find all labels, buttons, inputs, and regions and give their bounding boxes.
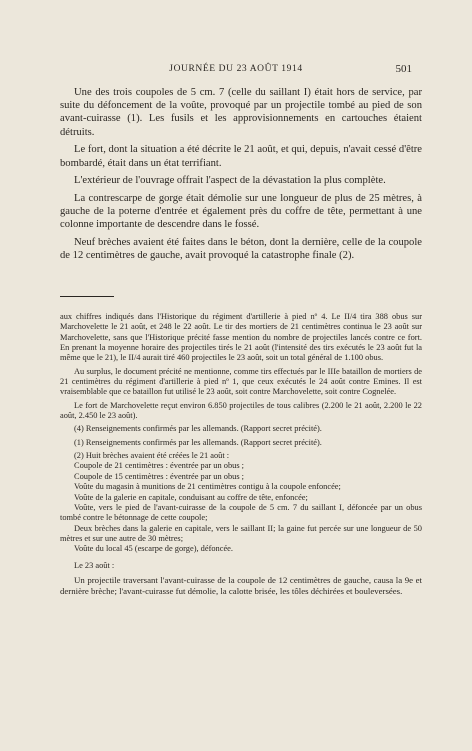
paragraph: Une des trois coupoles de 5 cm. 7 (celle du saillant I) était hors de service, par suite du défoncement de la voûte, provoqué par un projectile tombé au pied de son avant-cuirasse (1). Les fusils et les approvisionnements en cartouches étaient détruits. [60,87,422,138]
footnote-separator [60,296,114,297]
paragraph: Neuf brèches avaient été faites dans le béton, dont la dernière, celle de la coupole de 12 centimètres de gauche, avait provoqué la catastrophe finale (2). [60,237,422,262]
footnote-2-item: Coupole de 15 centimètres : éventrée par un obus ; [74,471,245,481]
footnote-2-item: Deux brèches dans la galerie en capitale, vers le saillant II; la gaine fut percée sur une longueur de 50 mètres et sur une autre de 30 mètres; [60,523,422,543]
footnote-2-item: Voûte de la galerie en capitale, conduisant au coffre de tête, enfoncée; [74,492,308,502]
footnote-4: (4) Renseignements confirmés par les allemands. (Rapport secret précité). [74,424,322,434]
footnotes [60,312,422,601]
footnote-2-item: Voûte, vers le pied de l'avant-cuirasse de la coupole de 5 cm. 7 du saillant I, défoncée par un obus tombé contre le bétonnage de cette coupole; [60,502,422,523]
page-header [0,63,472,79]
paragraph: Le fort, dont la situation a été décrite le 21 août, et qui, depuis, n'avait cessé d'être bombardé, était dans un état terrifiant. [60,144,422,169]
date-label: Le 23 août : [74,560,115,570]
running-title: JOURNÉE DU 23 AOÛT 1914 [169,64,303,74]
paragraph: L'extérieur de l'ouvrage offrait l'aspect de la dévastation la plus complète. [74,175,386,187]
footnote-2-item: Voûte du local 45 (escarpe de gorge), défoncée. [74,544,233,554]
footnote-paragraph: Au surplus, le document précité ne mentionne, comme tirs effectués par le IIIe bataillon de mortiers de 21 centimètres du régiment d'artillerie à pied nº 1, que ceux exécutés le 24 août contre Emines. Il est vraisemblable que ce bataillon fut utilisé le 23 août, soit contre Marchovelette, soit contre Cognelée. [60,366,422,397]
footnote-2-intro: (2) Huit brèches avaient été créées le 21 août : [74,451,230,461]
footnote-1: (1) Renseignements confirmés par les allemands. (Rapport secret précité). [74,437,322,447]
footnote-2-item: Voûte du magasin à munitions de 21 centimètres contigu à la coupole enfoncée; [74,482,341,492]
footnote-continuation: aux chiffres indiqués dans l'Historique du régiment d'artillerie à pied nº 4. Le II/4 tira 388 obus sur Marchovelette le 21 août, et 248 le 22 août. Le tir des mortiers de 21 centimètres continua le 23 août sur Marchovelette, sans que l'Historique précité fasse mention du nombre de projectiles lancés contre ce fort. En prenant la moyenne horaire des projectiles tirés le 21 août (l'intensité des tirs exécutés le 23 août fut la même que le 21), le II/4 aurait tiré 460 projectiles le 23 août, soit un total général de 1.100 obus. [60,312,422,363]
paragraph: La contrescarpe de gorge était démolie sur une longueur de plus de 25 mètres, à gauche de la poterne d'entrée et également près du coffre de tête, permettant à une colonne importante de descendre dans le fossé. [60,192,422,231]
page-number: 501 [395,63,412,75]
footnote-2-item: Coupole de 21 centimètres : éventrée par un obus ; [74,461,245,471]
footnote-paragraph: Le fort de Marchovelette reçut environ 6.850 projectiles de tous calibres (2.200 le 21 août, 2.200 le 22 août, 2.450 le 23 août). [60,400,422,421]
footnote-final: Un projectile traversant l'avant-cuirasse de la coupole de 12 centimètres de gauche, causa la 9e et dernière brèche; l'avant-cuirasse fut démolie, la calotte brisée, les tôles déchirées et bouleversées. [60,574,422,597]
main-text [60,86,422,267]
